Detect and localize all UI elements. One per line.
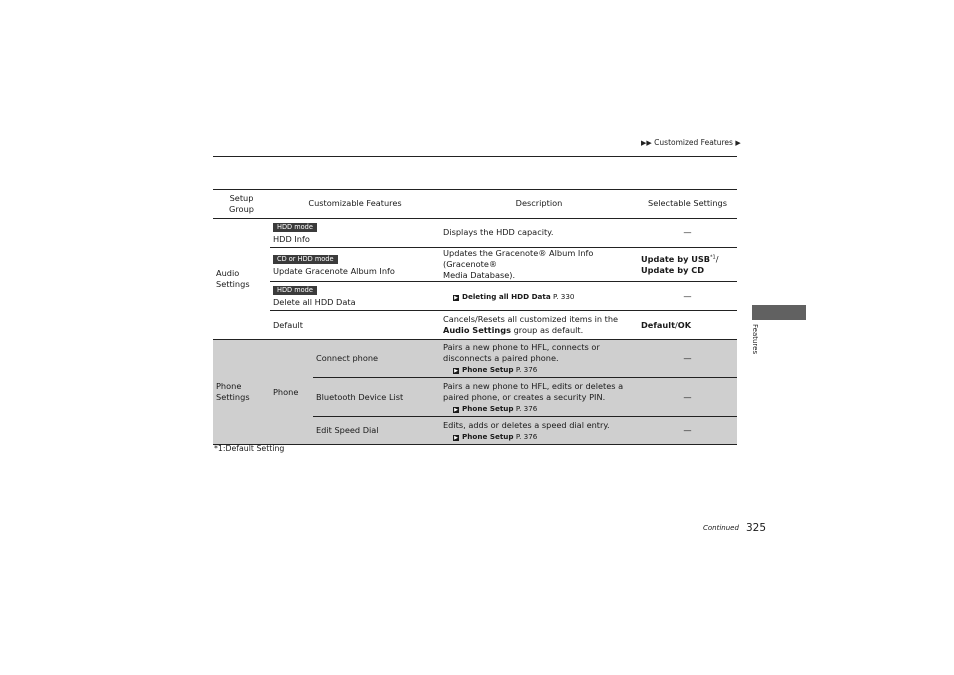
reference-arrow-icon: ▶ xyxy=(454,368,458,375)
page-reference: ▶ Phone Setup P. 376 xyxy=(454,365,538,375)
group-audio-settings: Audio Settings xyxy=(213,219,270,340)
page-number: 325 xyxy=(746,522,767,534)
mode-badge: CD or HDD mode xyxy=(273,255,338,264)
page-reference: ▶ Phone Setup P. 376 xyxy=(454,431,538,441)
setting: — xyxy=(638,282,737,311)
table-row xyxy=(213,219,737,248)
description: Pairs a new phone to HFL, connects or disconnects a paired phone. ▶ Phone Setup P. 376 xyxy=(440,340,638,378)
table-row xyxy=(213,282,737,311)
description: Updates the Gracenote® Album Info (Gracenote® Media Database). xyxy=(440,248,638,282)
reference-arrow-icon: ▶ xyxy=(454,294,458,301)
setting: — xyxy=(638,219,737,248)
header-description: Description xyxy=(440,190,638,219)
feature-hdd-info: HDD mode HDD Info xyxy=(270,219,440,248)
mode-badge: HDD mode xyxy=(273,223,317,232)
reference-arrow-icon: ▶ xyxy=(454,434,458,441)
table-row xyxy=(213,340,737,378)
customized-features-table xyxy=(213,189,737,445)
group-phone-settings: Phone Settings xyxy=(213,340,270,445)
description: Pairs a new phone to HFL, edits or deletes a paired phone, or creates a security PIN. ▶ Phone Setup P. 376 xyxy=(440,378,638,417)
table-row xyxy=(213,248,737,282)
page-reference: ▶ Deleting all HDD Data P. 330 xyxy=(454,291,575,301)
table-header-row xyxy=(213,190,737,219)
setting: — xyxy=(638,417,737,445)
page-reference: ▶ Phone Setup P. 376 xyxy=(454,403,538,413)
section-tab xyxy=(752,305,806,320)
feature-delete-hdd-data: HDD mode Delete all HDD Data xyxy=(270,282,440,311)
footnote: *1:Default Setting xyxy=(214,444,285,453)
header-setup-group: Setup Group xyxy=(213,190,270,219)
section-tab-label: Features xyxy=(751,324,759,355)
description: Edits, adds or deletes a speed dial entry. ▶ Phone Setup P. 376 xyxy=(440,417,638,445)
setting: — xyxy=(638,378,737,417)
setting: — xyxy=(638,340,737,378)
continued-label: Continued xyxy=(703,524,739,532)
feature-default: Default xyxy=(270,311,440,340)
table-row xyxy=(213,311,737,340)
description xyxy=(440,282,638,311)
double-arrow-icon: ▶▶ xyxy=(641,139,652,147)
mode-badge: HDD mode xyxy=(273,286,317,295)
arrow-icon: ▶ xyxy=(735,139,741,147)
setting: Default/OK xyxy=(638,311,737,340)
reference-arrow-icon: ▶ xyxy=(454,406,458,413)
setting: Update by USB$^{*1}$/ Update by CD xyxy=(638,248,737,282)
subgroup-phone: Phone xyxy=(270,340,313,445)
description: Cancels/Resets all customized items in the Audio Settings group as default. xyxy=(440,311,638,340)
feature-update-gracenote: CD or HDD mode Update Gracenote Album Info xyxy=(270,248,440,282)
breadcrumb xyxy=(641,138,741,147)
header-rule xyxy=(213,156,737,157)
feature-bluetooth-device-list: Bluetooth Device List xyxy=(313,378,440,417)
breadcrumb-text: Customized Features xyxy=(654,138,733,147)
feature-connect-phone: Connect phone xyxy=(313,340,440,378)
description: Displays the HDD capacity. xyxy=(440,219,638,248)
header-settings: Selectable Settings xyxy=(638,190,737,219)
feature-edit-speed-dial: Edit Speed Dial xyxy=(313,417,440,445)
header-features: Customizable Features xyxy=(270,190,440,219)
